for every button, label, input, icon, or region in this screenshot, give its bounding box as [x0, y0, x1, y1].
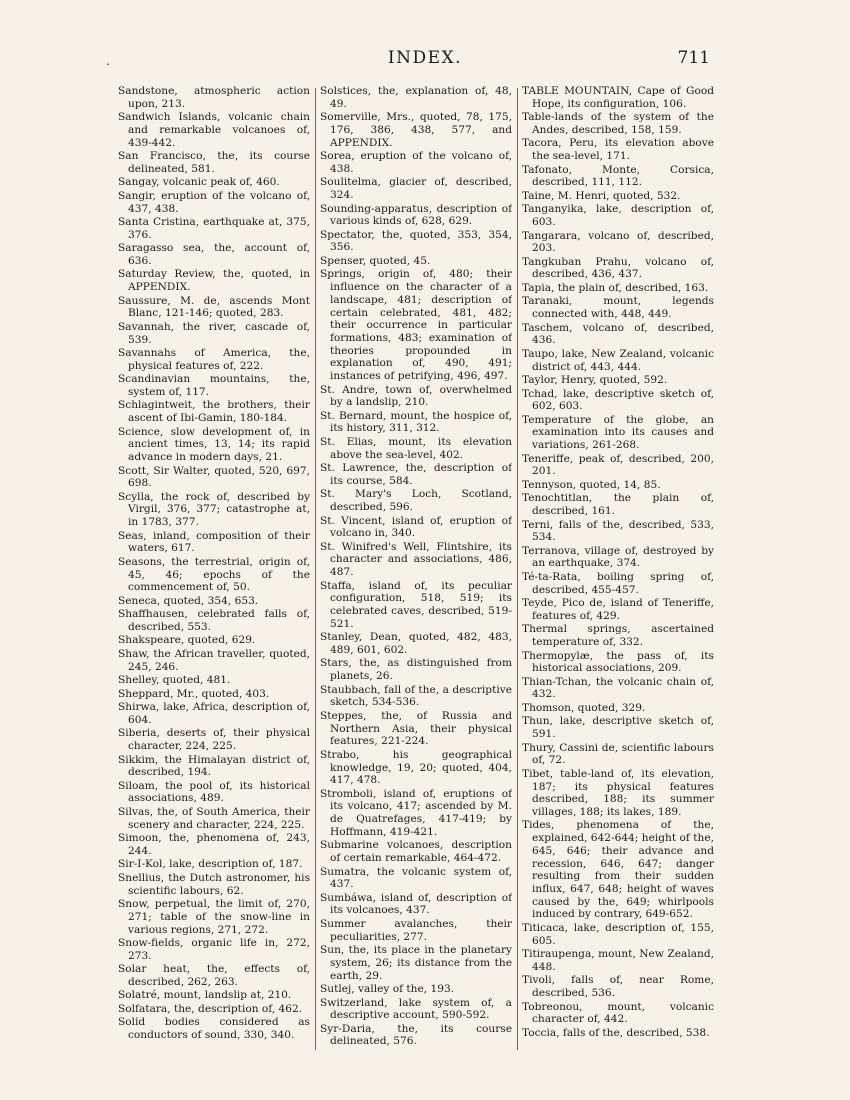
index-entry: Sutlej, valley of the, 193.	[320, 983, 455, 996]
index-entry: Seneca, quoted, 354, 653.	[118, 594, 259, 607]
index-entry: Toccia, falls of the, described, 538.	[522, 1026, 710, 1039]
index-entry: Sounding-apparatus, description of various kinds of, 628, 629.	[320, 202, 512, 228]
index-entry: Taranaki, mount, legends connected with, 448, 449.	[522, 295, 714, 321]
index-entry: Sorea, eruption of the volcano of, 438.	[320, 150, 512, 175]
index-entry: San Francisco, the, its course delineated, 581.	[118, 150, 310, 175]
index-entry: Tivoli, falls of, near Rome, described, 536.	[522, 974, 714, 1000]
index-entry: St. Lawrence, the, description of its course, 584.	[320, 462, 512, 487]
index-entry: St. Bernard, mount, the hospice of, its history, 311, 312.	[320, 409, 512, 435]
index-entry: Taschem, volcano of, described, 436.	[522, 321, 714, 347]
index-entry: St. Mary's Loch, Scotland, described, 596.	[320, 488, 512, 514]
index-entry: Solstices, the, explanation of, 48, 49.	[320, 85, 512, 110]
index-entry: Siberia, deserts of, their physical character, 224, 225.	[118, 727, 310, 753]
index-column-2	[320, 85, 512, 1085]
index-entry: Silvas, the, of South America, their scenery and character, 224, 225.	[118, 805, 310, 831]
index-column-3	[522, 85, 714, 1085]
index-entry: Té-ta-Rata, boiling spring of, described, 455-457.	[522, 570, 714, 596]
column-divider	[315, 88, 316, 1050]
index-entry: Santa Cristina, earthquake at, 375, 376.	[118, 216, 310, 241]
index-entry: Shaffhausen, celebrated falls of, described, 553.	[118, 608, 310, 633]
index-entry: Staubbach, fall of the, a descriptive sketch, 534-536.	[320, 683, 512, 709]
index-entry: Snellius, the Dutch astronomer, his scientific labours, 62.	[118, 871, 310, 897]
index-entry: Thermopylæ, the pass of, its historical associations, 209.	[522, 649, 714, 675]
index-entry: Temperature of the globe, an examination into its causes and variations, 261-268.	[522, 413, 714, 452]
index-entry: Sun, the, its place in the planetary system, 26; its distance from the earth, 29.	[320, 944, 512, 982]
index-entry: Solid bodies considered as conductors of sound, 330, 340.	[118, 1016, 310, 1042]
index-entry: Syr-Daria, the, its course delineated, 576.	[320, 1022, 512, 1048]
index-entry: Taine, M. Henri, quoted, 532.	[522, 189, 681, 202]
index-entry: Sangay, volcanic peak of, 460.	[118, 176, 280, 189]
index-entry: Somerville, Mrs., quoted, 78, 175, 176, 386, 438, 577, and APPENDIX.	[320, 111, 512, 149]
index-entry: Steppes, the, of Russia and Northern Asia, their physical features, 221-224.	[320, 709, 512, 748]
index-entry: Sir-I-Kol, lake, description of, 187.	[118, 858, 303, 871]
index-entry: Tenochtitlan, the plain of, described, 161.	[522, 492, 714, 518]
index-entry: St. Vincent, island of, eruption of volcano in, 340.	[320, 514, 512, 540]
index-entry: Sumatra, the volcanic system of, 437.	[320, 865, 512, 891]
page-title: INDEX.	[387, 48, 463, 68]
index-entry: Saturday Review, the, quoted, in APPENDIX.	[118, 268, 310, 294]
index-entry: Thun, lake, descriptive sketch of, 591.	[522, 715, 714, 741]
index-entry: Sheppard, Mr., quoted, 403.	[118, 687, 270, 700]
index-entry: Thian-Tchan, the volcanic chain of, 432.	[522, 675, 714, 701]
index-entry: Thomson, quoted, 329.	[522, 701, 646, 714]
index-entry: Solar heat, the, effects of, described, 262, 263.	[118, 963, 310, 988]
index-entry: Taupo, lake, New Zealand, volcanic district of, 443, 444.	[522, 347, 714, 373]
index-entry: Tanganyika, lake, description of, 603.	[522, 203, 714, 229]
index-entry: Shaw, the African traveller, quoted, 245, 246.	[118, 647, 310, 673]
index-entry: Tangkuban Prahu, volcano of, described, 436, 437.	[522, 255, 714, 281]
index-entry: Table-lands of the system of the Andes, described, 158, 159.	[522, 111, 714, 136]
index-entry: Summer avalanches, their peculiarities, 277.	[320, 917, 512, 943]
index-entry: Thury, Cassini de, scientific labours of, 72.	[522, 741, 714, 767]
index-entry: Tides, phenomena of the, explained, 642-644; height of the, 645, 646; their advance and recession, 646, 647; danger resulting from their sudden influx, 647, 648; height of waves caused by the, 649; whirlpools induced by contrary, 649-652.	[522, 819, 714, 921]
index-entry: Teneriffe, peak of, described, 200, 201.	[522, 452, 714, 478]
index-entry: Science, slow development of, in ancient times, 13, 14; its rapid advance in modern days, 21.	[118, 425, 310, 464]
page-header	[0, 48, 850, 72]
index-entry: Terranova, village of, destroyed by an earthquake, 374.	[522, 544, 714, 570]
index-entry: Saragasso sea, the, account of, 636.	[118, 242, 310, 267]
index-entry: Solfatara, the, description of, 462.	[118, 1002, 303, 1015]
index-entry: Stars, the, as distinguished from planets, 26.	[320, 657, 512, 683]
index-entry: Snow-fields, organic life in, 272, 273.	[118, 937, 310, 962]
index-entry: Stromboli, island of, eruptions of its volcano, 417; ascended by M. de Quatrefages, 417-419; by Hoffmann, 419-421.	[320, 787, 512, 838]
index-entry: Sandwich Islands, volcanic chain and remarkable volcanoes of, 439-442.	[118, 111, 310, 149]
index-entry: Terni, falls of the, described, 533, 534.	[522, 518, 714, 544]
index-entry: Switzerland, lake system of, a descriptive account, 590-592.	[320, 996, 512, 1022]
index-entry: Tennyson, quoted, 14, 85.	[522, 478, 661, 491]
index-entry: Snow, perpetual, the limit of, 270, 271; table of the snow-line in various regions, 271, 272.	[118, 898, 310, 936]
index-entry: Siloam, the pool of, its historical associations, 489.	[118, 779, 310, 805]
index-entry: Seas, inland, composition of their waters, 617.	[118, 529, 310, 555]
index-entry: St. Elias, mount, its elevation above the sea-level, 402.	[320, 435, 512, 461]
index-entry: Staffa, island of, its peculiar configuration, 518, 519; its celebrated caves, described, 519-521.	[320, 579, 512, 630]
index-entry: Sikkim, the Himalayan district of, described, 194.	[118, 753, 310, 779]
index-entry: Scandinavian mountains, the, system of, 117.	[118, 373, 310, 398]
index-entry: Shirwa, lake, Africa, description of, 604.	[118, 701, 310, 726]
index-entry: Thermal springs, ascertained temperature of, 332.	[522, 623, 714, 649]
index-entry: Sangir, eruption of the volcano of, 437, 438.	[118, 189, 310, 215]
index-entry: Submarine volcanoes, description of certain remarkable, 464-472.	[320, 839, 512, 865]
index-entry: St. Winifred's Well, Flintshire, its character and associations, 486, 487.	[320, 540, 512, 579]
index-entry: Shakspeare, quoted, 629.	[118, 634, 256, 647]
index-entry: Savannahs of America, the, physical features of, 222.	[118, 347, 310, 372]
index-entry: Simoon, the, phenomena of, 243, 244.	[118, 832, 310, 857]
index-entry: Titicaca, lake, description of, 155, 605.	[522, 921, 714, 947]
index-entry: Tobreonou, mount, volcanic character of, 442.	[522, 1000, 714, 1026]
column-divider	[517, 88, 518, 1050]
index-entry: Tafonato, Monte, Corsica, described, 111, 112.	[522, 163, 714, 189]
index-entry: Seasons, the terrestrial, origin of, 45, 46; epochs of the commencement of, 50.	[118, 555, 310, 594]
index-entry: Strabo, his geographical knowledge, 19, 20; quoted, 404, 417, 478.	[320, 748, 512, 787]
index-entry: Savannah, the river, cascade of, 539.	[118, 320, 310, 346]
index-entry: Scylla, the rock of, described by Virgil, 376, 377; catastrophe at, in 1783, 377.	[118, 490, 310, 529]
index-entry: Spenser, quoted, 45.	[320, 254, 431, 267]
index-entry: Tapia, the plain of, described, 163.	[522, 281, 709, 294]
margin-dot: .	[106, 54, 110, 68]
index-entry: Solatré, mount, landslip at, 210.	[118, 989, 292, 1002]
index-entry: Tchad, lake, descriptive sketch of, 602, 603.	[522, 387, 714, 413]
index-entry: Stanley, Dean, quoted, 482, 483, 489, 601, 602.	[320, 631, 512, 656]
index-entry: Sumbáwa, island of, description of its volcanoes, 437.	[320, 891, 512, 917]
index-entry: Shelley, quoted, 481.	[118, 674, 231, 687]
index-entry: Saussure, M. de, ascends Mont Blanc, 121-146; quoted, 283.	[118, 294, 310, 320]
index-entry: Scott, Sir Walter, quoted, 520, 697, 698.	[118, 464, 310, 490]
index-entry: Tibet, table-land of, its elevation, 187; its physical features described, 188; its summer villages, 188; its lakes, 189.	[522, 767, 714, 818]
index-entry: Tangarara, volcano of, described, 203.	[522, 229, 714, 255]
index-entry: Tacora, Peru, its elevation above the sea-level, 171.	[522, 137, 714, 163]
index-entry: Springs, origin of, 480; their influence on the character of a landscape, 481; description of certain celebrated, 481, 482; their occurrence in particular formations, 483; examination of theories propounded in explanation of, 490, 491; instances of petrifying, 496, 497.	[320, 268, 512, 383]
index-entry: Schlagintweit, the brothers, their ascent of Ibi-Gamin, 180-184.	[118, 399, 310, 425]
index-entry: Taylor, Henry, quoted, 592.	[522, 374, 668, 387]
index-entry: Sandstone, atmospheric action upon, 213.	[118, 85, 310, 110]
index-entry: Teyde, Pico de, island of Teneriffe, features of, 429.	[522, 597, 714, 622]
index-entry: St. Andre, town of, overwhelmed by a landslip, 210.	[320, 383, 512, 409]
page-number: 711	[677, 48, 710, 68]
index-entry: Spectator, the, quoted, 353, 354, 356.	[320, 228, 512, 254]
index-entry: Soulitelma, glacier of, described, 324.	[320, 176, 512, 202]
index-column-1	[118, 85, 310, 1085]
index-entry: TABLE MOUNTAIN, Cape of Good Hope, its configuration, 106.	[522, 85, 714, 110]
index-entry: Titiraupenga, mount, New Zealand, 448.	[522, 948, 714, 973]
